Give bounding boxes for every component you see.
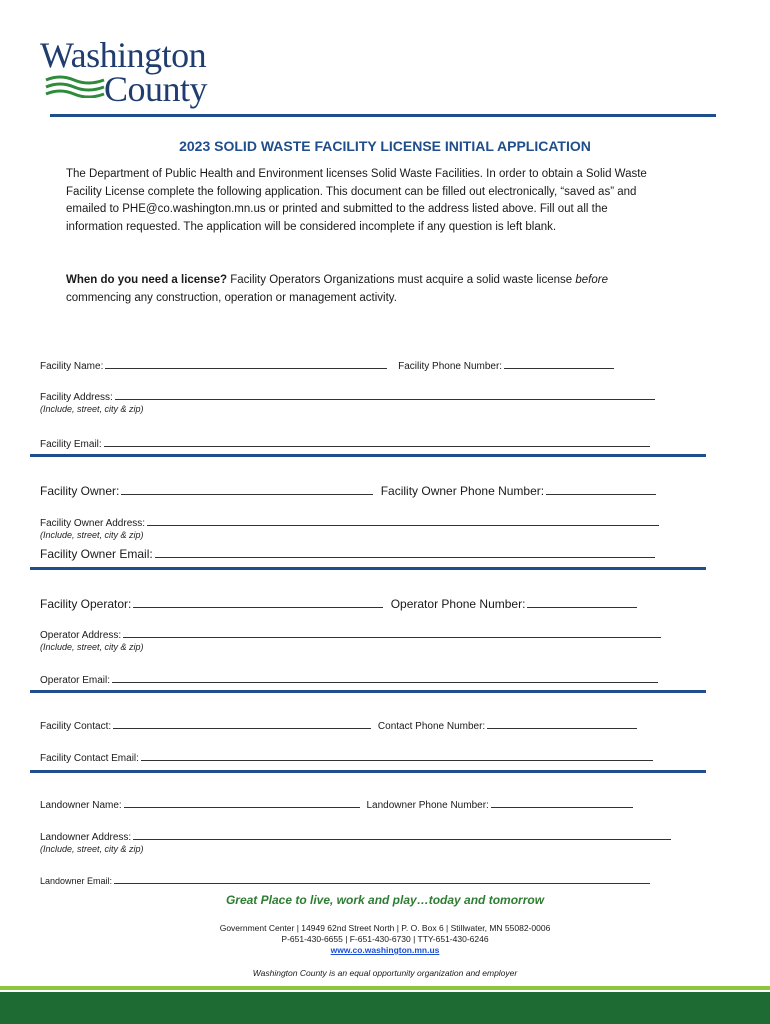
when-license-text: Facility Operators Organizations must acquire a solid waste license bbox=[227, 274, 576, 286]
section-divider bbox=[30, 454, 706, 457]
owner-phone-input[interactable] bbox=[546, 482, 656, 495]
operator-email-row bbox=[40, 672, 658, 686]
operator-phone-input[interactable] bbox=[527, 595, 637, 608]
operator-phone-label: Operator Phone Number: bbox=[390, 597, 526, 611]
when-license-text-end: commencing any construction, operation or management activity. bbox=[66, 291, 397, 304]
operator-address-row bbox=[40, 627, 661, 641]
landowner-email-input[interactable] bbox=[114, 874, 650, 884]
owner-email-label: Facility Owner Email: bbox=[40, 547, 153, 561]
operator-row bbox=[40, 595, 637, 611]
footer-eeo-statement: Washington County is an equal opportunity organization and employer bbox=[252, 968, 518, 978]
landowner-email-label: Landowner Email: bbox=[40, 876, 113, 886]
facility-address-label: Facility Address: bbox=[40, 392, 113, 403]
operator-input[interactable] bbox=[133, 595, 383, 608]
landowner-row bbox=[40, 797, 633, 811]
owner-input[interactable] bbox=[121, 482, 373, 495]
facility-phone-label: Facility Phone Number: bbox=[398, 361, 503, 372]
when-license-paragraph bbox=[66, 272, 676, 307]
landowner-input[interactable] bbox=[124, 797, 360, 808]
section-divider bbox=[30, 567, 706, 570]
facility-name-row bbox=[40, 358, 614, 372]
landowner-address-row bbox=[40, 829, 671, 843]
header-divider bbox=[50, 114, 716, 117]
landowner-address-label: Landowner Address: bbox=[40, 832, 132, 843]
footer-tagline: Great Place to live, work and play…today and tomorrow bbox=[225, 893, 545, 907]
footer-bar bbox=[0, 992, 770, 1024]
facility-address-input[interactable] bbox=[115, 389, 655, 400]
owner-address-row bbox=[40, 515, 659, 529]
landowner-address-input[interactable] bbox=[133, 829, 671, 840]
operator-email-input[interactable] bbox=[112, 672, 658, 683]
contact-phone-input[interactable] bbox=[487, 718, 637, 729]
facility-name-input[interactable] bbox=[105, 358, 387, 369]
facility-name-label: Facility Name: bbox=[40, 361, 104, 372]
contact-email-input[interactable] bbox=[141, 750, 653, 761]
contact-email-row bbox=[40, 750, 653, 764]
contact-input[interactable] bbox=[113, 718, 371, 729]
operator-label: Facility Operator: bbox=[40, 597, 132, 611]
contact-phone-label: Contact Phone Number: bbox=[377, 721, 486, 732]
operator-address-label: Operator Address: bbox=[40, 630, 122, 641]
owner-label: Facility Owner: bbox=[40, 484, 120, 498]
landowner-phone-label: Landowner Phone Number: bbox=[366, 800, 489, 811]
facility-address-row bbox=[40, 389, 655, 403]
contact-label: Facility Contact: bbox=[40, 721, 112, 732]
landowner-label: Landowner Name: bbox=[40, 800, 122, 811]
owner-address-label: Facility Owner Address: bbox=[40, 518, 146, 529]
facility-email-input[interactable] bbox=[104, 436, 650, 447]
when-license-lead: When do you need a license? bbox=[66, 274, 228, 286]
landowner-phone-input[interactable] bbox=[491, 797, 633, 808]
owner-address-input[interactable] bbox=[147, 515, 659, 526]
owner-row bbox=[40, 482, 656, 498]
facility-address-hint: (Include, street, city & zip) bbox=[40, 404, 144, 414]
footer-website-link[interactable]: www.co.washington.mn.us bbox=[330, 945, 440, 955]
washington-county-logo bbox=[38, 34, 223, 108]
footer-address: Government Center | 14949 62nd Street North | P. O. Box 6 | Stillwater, MN 55082-0006 bbox=[219, 923, 551, 933]
operator-address-hint: (Include, street, city & zip) bbox=[40, 642, 144, 652]
intro-paragraph: The Department of Public Health and Environment licenses Solid Waste Facilities. In order to obtain a Solid Waste Facility License complete the following application. This document can be filled out electronically, “saved as” and emailed to PHE@co.washington.mn.us or printed and submitted to the address listed above. Fill out all the information requested. The application will be considered incomplete if any question is left blank. bbox=[66, 168, 647, 233]
operator-email-label: Operator Email: bbox=[40, 675, 111, 686]
landowner-address-hint: (Include, street, city & zip) bbox=[40, 844, 144, 854]
owner-email-input[interactable] bbox=[155, 545, 655, 558]
owner-address-hint: (Include, street, city & zip) bbox=[40, 530, 144, 540]
contact-row bbox=[40, 718, 637, 732]
when-license-emphasis: before bbox=[575, 274, 608, 286]
owner-email-row bbox=[40, 545, 655, 561]
contact-email-label: Facility Contact Email: bbox=[40, 753, 139, 764]
operator-address-input[interactable] bbox=[123, 627, 661, 638]
logo-text-washington: Washington bbox=[40, 35, 207, 75]
section-divider bbox=[30, 770, 706, 773]
logo-waves-icon bbox=[44, 74, 106, 98]
owner-phone-label: Facility Owner Phone Number: bbox=[380, 484, 545, 498]
logo-text-county: County bbox=[104, 69, 208, 109]
page-title: 2023 SOLID WASTE FACILITY LICENSE INITIAL APPLICATION bbox=[179, 138, 591, 154]
footer-accent-stripe bbox=[0, 986, 770, 990]
landowner-email-row bbox=[40, 874, 650, 886]
section-divider bbox=[30, 690, 706, 693]
facility-email-row bbox=[40, 436, 650, 450]
footer-phones: P-651-430-6655 | F-651-430-6730 | TTY-651-430-6246 bbox=[281, 934, 489, 944]
facility-phone-input[interactable] bbox=[504, 358, 614, 369]
facility-email-label: Facility Email: bbox=[40, 439, 102, 450]
